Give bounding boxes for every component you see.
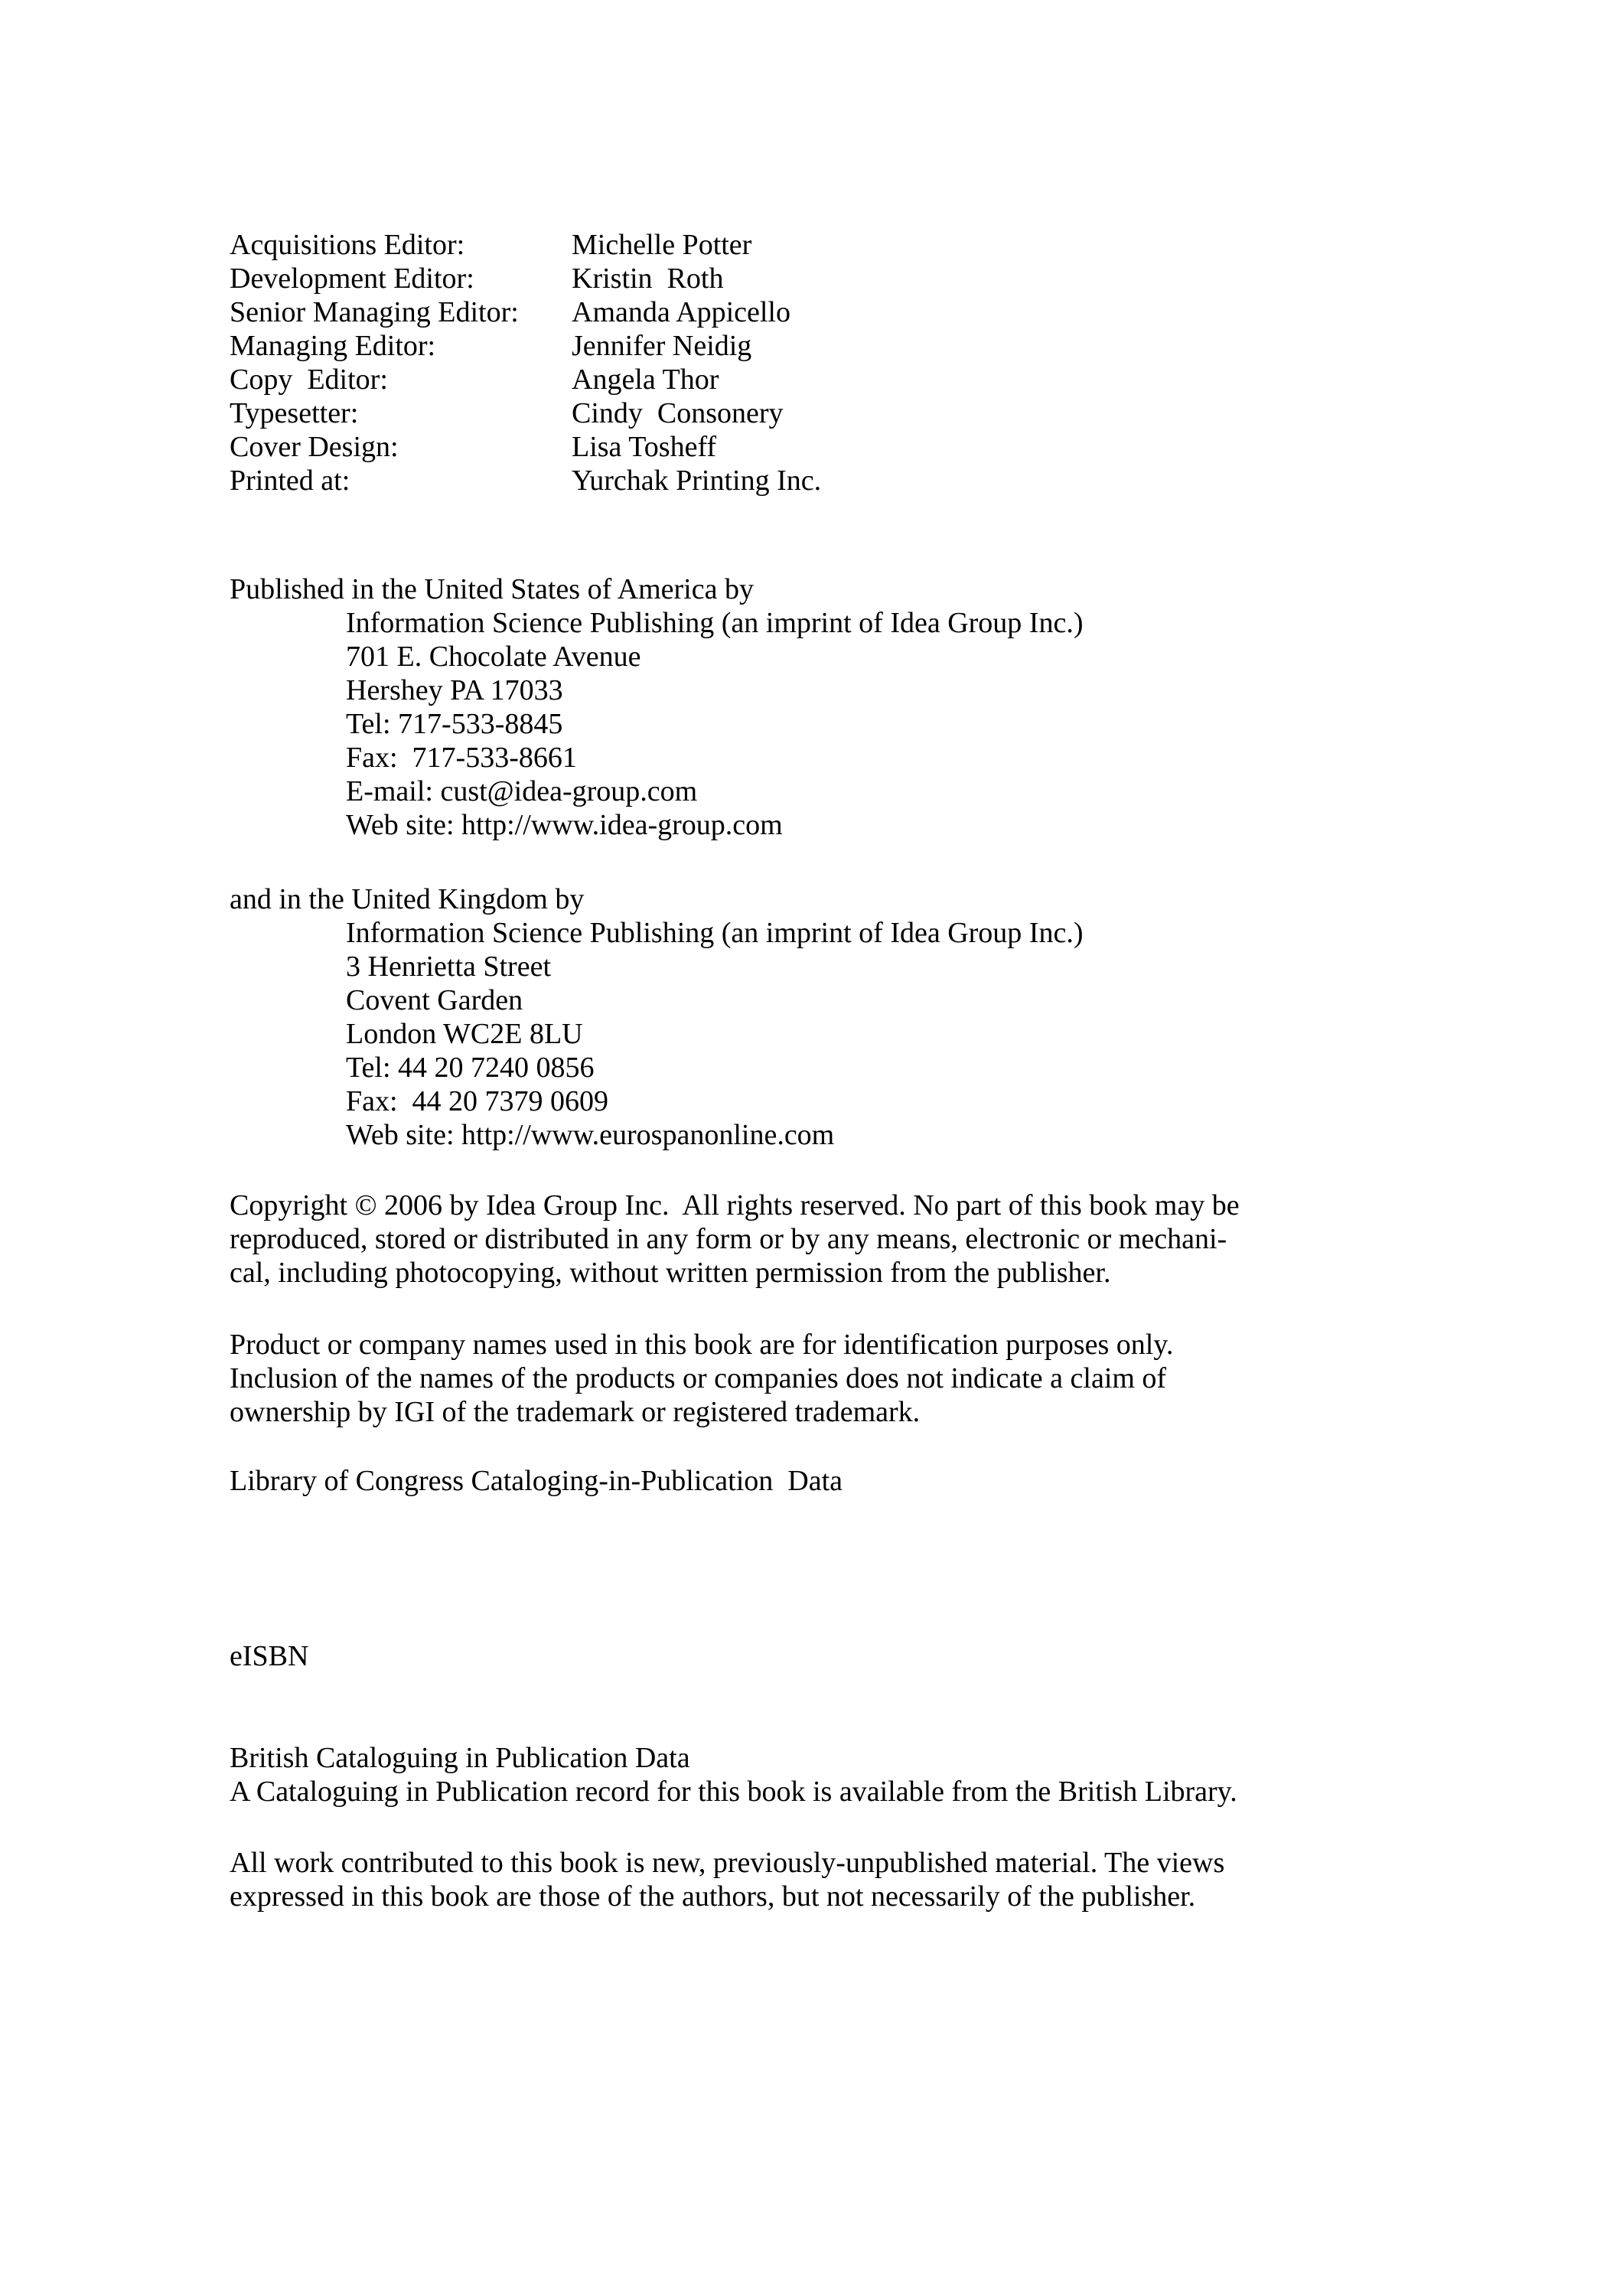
- credit-row: [230, 430, 1362, 464]
- us-publisher-website: Web site: http://www.idea-group.com: [346, 809, 783, 841]
- us-publisher-city: Hershey PA 17033: [346, 674, 563, 706]
- credit-row: [230, 295, 1362, 329]
- credit-label: Cover Design:: [230, 431, 399, 463]
- eisbn-block: [230, 1639, 1362, 1673]
- uk-publisher-website: Web site: http://www.eurospanonline.com: [346, 1119, 835, 1151]
- british-cataloguing-block: [230, 1741, 1362, 1808]
- credit-value: Yurchak Printing Inc.: [572, 465, 822, 497]
- trademark-notice-line: Inclusion of the names of the products or companies does not indicate a claim of: [230, 1362, 1167, 1394]
- uk-publisher-intro: and in the United Kingdom by: [230, 883, 585, 915]
- credit-row: [230, 262, 1362, 295]
- copyright-notice-line: cal, including photocopying, without written permission from the publisher.: [230, 1257, 1111, 1289]
- credit-value: Angela Thor: [572, 364, 719, 396]
- uk-publisher-street: 3 Henrietta Street: [346, 951, 552, 983]
- credit-label: Copy Editor:: [230, 364, 388, 396]
- disclaimer-line: All work contributed to this book is new, previously-unpublished material. The views: [230, 1847, 1225, 1879]
- credit-label: Senior Managing Editor:: [230, 296, 519, 328]
- copyright-notice: [230, 1189, 1362, 1290]
- credit-row: [230, 228, 1362, 262]
- credit-label: Printed at:: [230, 465, 350, 497]
- library-of-congress-heading: Library of Congress Cataloging-in-Publication Data: [230, 1465, 843, 1497]
- uk-publisher-tel: Tel: 44 20 7240 0856: [346, 1052, 595, 1084]
- us-publisher-fax: Fax: 717-533-8661: [346, 742, 577, 774]
- credit-row: [230, 396, 1362, 430]
- credit-value: Lisa Tosheff: [572, 431, 717, 463]
- uk-publisher-block: [230, 882, 1362, 1152]
- disclaimer-line: expressed in this book are those of the authors, but not necessarily of the publisher.: [230, 1880, 1196, 1913]
- copyright-notice-line: Copyright © 2006 by Idea Group Inc. All rights reserved. No part of this book may be: [230, 1189, 1240, 1221]
- copyright-notice-line: reproduced, stored or distributed in any form or by any means, electronic or mechani-: [230, 1223, 1227, 1255]
- credit-value: Michelle Potter: [572, 229, 752, 261]
- trademark-notice-line: Product or company names used in this book are for identification purposes only.: [230, 1329, 1174, 1361]
- uk-publisher-fax: Fax: 44 20 7379 0609: [346, 1085, 609, 1117]
- credit-row: [230, 329, 1362, 363]
- uk-publisher-city: London WC2E 8LU: [346, 1018, 583, 1050]
- us-publisher-block: [230, 572, 1362, 842]
- credit-row: [230, 464, 1362, 497]
- disclaimer-block: [230, 1846, 1362, 1913]
- us-publisher-street: 701 E. Chocolate Avenue: [346, 641, 641, 673]
- trademark-notice: [230, 1328, 1362, 1429]
- credit-value: Amanda Appicello: [572, 296, 790, 328]
- us-publisher-tel: Tel: 717-533-8845: [346, 708, 563, 740]
- british-cataloguing-heading: British Cataloguing in Publication Data: [230, 1742, 690, 1774]
- credit-label: Managing Editor:: [230, 330, 436, 362]
- british-cataloguing-note: A Cataloguing in Publication record for this book is available from the British Library.: [230, 1776, 1237, 1808]
- credit-label: Typesetter:: [230, 397, 359, 429]
- us-publisher-intro: Published in the United States of America by: [230, 573, 754, 605]
- credit-row: [230, 363, 1362, 396]
- us-publisher-imprint: Information Science Publishing (an imprint of Idea Group Inc.): [346, 607, 1084, 639]
- credit-value: Kristin Roth: [572, 263, 724, 295]
- credit-label: Acquisitions Editor:: [230, 229, 465, 261]
- credits-list: [230, 228, 1362, 497]
- credit-value: Cindy Consonery: [572, 397, 784, 429]
- credit-value: Jennifer Neidig: [572, 330, 752, 362]
- uk-publisher-district: Covent Garden: [346, 984, 523, 1016]
- uk-publisher-imprint: Information Science Publishing (an imprint of Idea Group Inc.): [346, 917, 1084, 949]
- library-of-congress-heading-block: [230, 1464, 1362, 1498]
- us-publisher-email: E-mail: cust@idea-group.com: [346, 775, 698, 807]
- credit-label: Development Editor:: [230, 263, 474, 295]
- trademark-notice-line: ownership by IGI of the trademark or registered trademark.: [230, 1396, 921, 1428]
- eisbn-label: eISBN: [230, 1640, 309, 1672]
